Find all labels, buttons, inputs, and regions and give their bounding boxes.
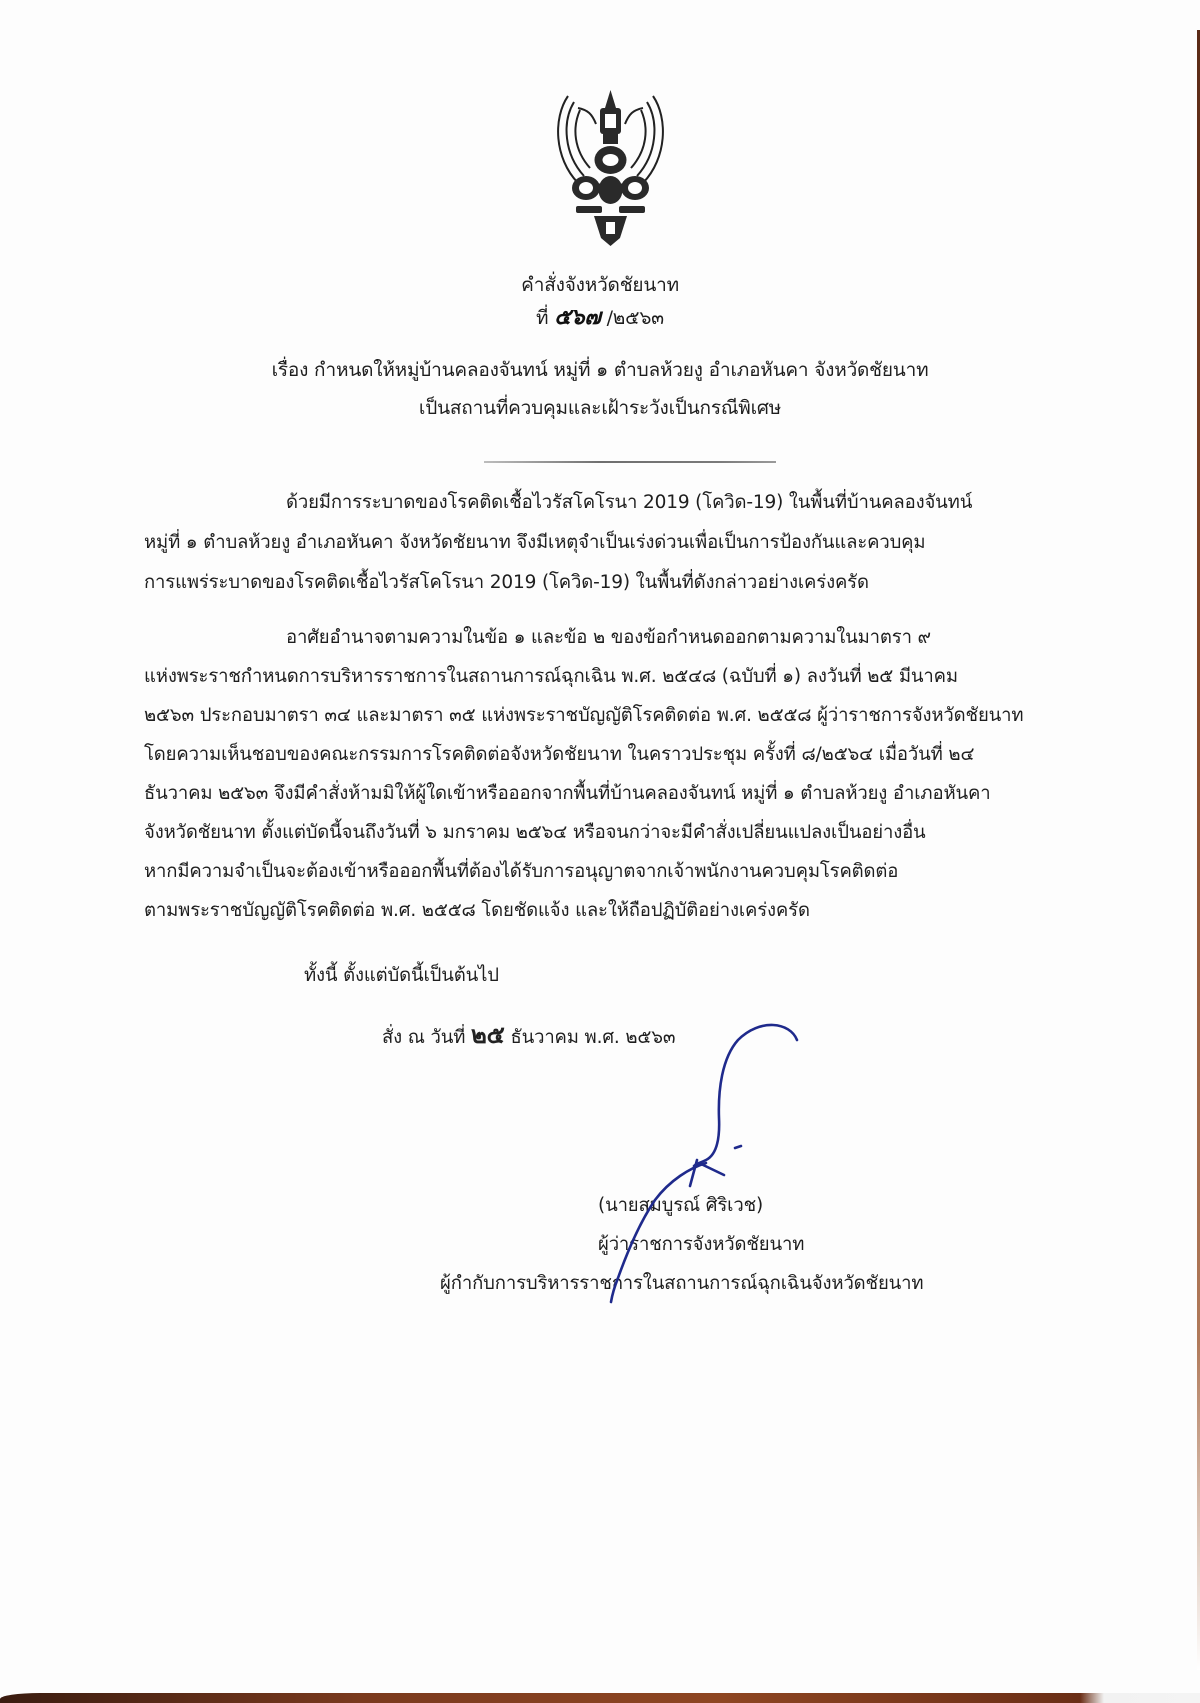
paragraph-2-line-6: จังหวัดชัยนาท ตั้งแต่บัดนี้จนถึงวันที่ ๖ มกราคม ๒๕๖๔ หรือจนกว่าจะมีคำสั่งเปลี่ยนแปลงเป็นอย่างอื่น bbox=[144, 822, 926, 843]
paragraph-1-line-2: หมู่ที่ ๑ ตำบลห้วยงู อำเภอหันคา จังหวัดชัยนาท จึงมีเหตุจำเป็นเร่งด่วนเพื่อเป็นการป้องกันและควบคุม bbox=[144, 532, 926, 553]
paragraph-2-line-4: โดยความเห็นชอบของคณะกรรมการโรคติดต่อจังหวัดชัยนาท ในคราวประชุม ครั้งที่ ๘/๒๕๖๔ เมื่อวันที่ ๒๔ bbox=[144, 744, 975, 765]
subject-line-1: เรื่อง กำหนดให้หมู่บ้านคลองจันทน์ หมู่ที่ ๑ ตำบลห้วยงู อำเภอหันคา จังหวัดชัยนาท bbox=[271, 359, 929, 381]
subject-line-2: เป็นสถานที่ควบคุมและเฝ้าระวังเป็นกรณีพิเศษ bbox=[418, 397, 782, 419]
signatory-title-1: ผู้ว่าราชการจังหวัดชัยนาท bbox=[598, 1234, 805, 1255]
paragraph-2-line-7: หากมีความจำเป็นจะต้องเข้าหรือออกพื้นที่ต้องได้รับการอนุญาตจากเจ้าพนักงานควบคุมโรคติดต่อ bbox=[144, 861, 899, 882]
divider-rule bbox=[484, 461, 776, 463]
background-edge-bottom bbox=[0, 1693, 1200, 1703]
order-number bbox=[0, 304, 1200, 331]
paragraph-1-line-1: ด้วยมีการระบาดของโรคติดเชื้อไวรัสโคโรนา 2019 (โควิด-19) ในพื้นที่บ้านคลองจันทน์ bbox=[286, 492, 973, 513]
order-number-prefix: ที่ bbox=[536, 307, 549, 329]
paragraph-2-line-5: ธันวาคม ๒๕๖๓ จึงมีคำสั่งห้ามมิให้ผู้ใดเข้าหรือออกจากพื้นที่บ้านคลองจันทน์ หมู่ที่ ๑ ตำบลห้วยงู อำเภอหันคา bbox=[144, 783, 991, 804]
date-prefix: สั่ง ณ วันที่ bbox=[382, 1027, 466, 1048]
handwritten-order-number: ๕๖๗ bbox=[554, 304, 601, 330]
date-suffix: ธันวาคม พ.ศ. ๒๕๖๓ bbox=[510, 1027, 676, 1048]
order-year: /๒๕๖๓ bbox=[606, 307, 664, 329]
order-date bbox=[382, 1022, 675, 1051]
garuda-emblem-icon bbox=[548, 88, 673, 248]
paragraph-2-line-3: ๒๕๖๓ ประกอบมาตรา ๓๔ และมาตรา ๓๕ แห่งพระราชบัญญัติโรคติดต่อ พ.ศ. ๒๕๕๘ ผู้ว่าราชการจังหวัดชัยนาท bbox=[144, 705, 1024, 726]
signatory-title-2: ผู้กำกับการบริหารราชการในสถานการณ์ฉุกเฉินจังหวัดชัยนาท bbox=[440, 1273, 924, 1294]
paragraph-2-line-1: อาศัยอำนาจตามความในข้อ ๑ และข้อ ๒ ของข้อกำหนดออกตามความในมาตรา ๙ bbox=[286, 627, 931, 648]
paragraph-2-line-8: ตามพระราชบัญญัติโรคติดต่อ พ.ศ. ๒๕๕๘ โดยชัดแจ้ง และให้ถือปฏิบัติอย่างเคร่งครัด bbox=[144, 900, 810, 921]
handwritten-day: ๒๕ bbox=[471, 1020, 505, 1049]
paragraph-1-line-3: การแพร่ระบาดของโรคติดเชื้อไวรัสโคโรนา 2019 (โควิด-19) ในพื้นที่ดังกล่าวอย่างเคร่งครัด bbox=[144, 572, 869, 593]
document-heading: คำสั่งจังหวัดชัยนาท bbox=[521, 274, 679, 296]
signatory-name: (นายสมบูรณ์ ศิริเวช) bbox=[598, 1195, 764, 1216]
paragraph-3-line-1: ทั้งนี้ ตั้งแต่บัดนี้เป็นต้นไป bbox=[304, 965, 499, 986]
paragraph-2-line-2: แห่งพระราชกำหนดการบริหารราชการในสถานการณ์ฉุกเฉิน พ.ศ. ๒๕๔๘ (ฉบับที่ ๑) ลงวันที่ ๒๕ มีนาคม bbox=[144, 666, 958, 687]
